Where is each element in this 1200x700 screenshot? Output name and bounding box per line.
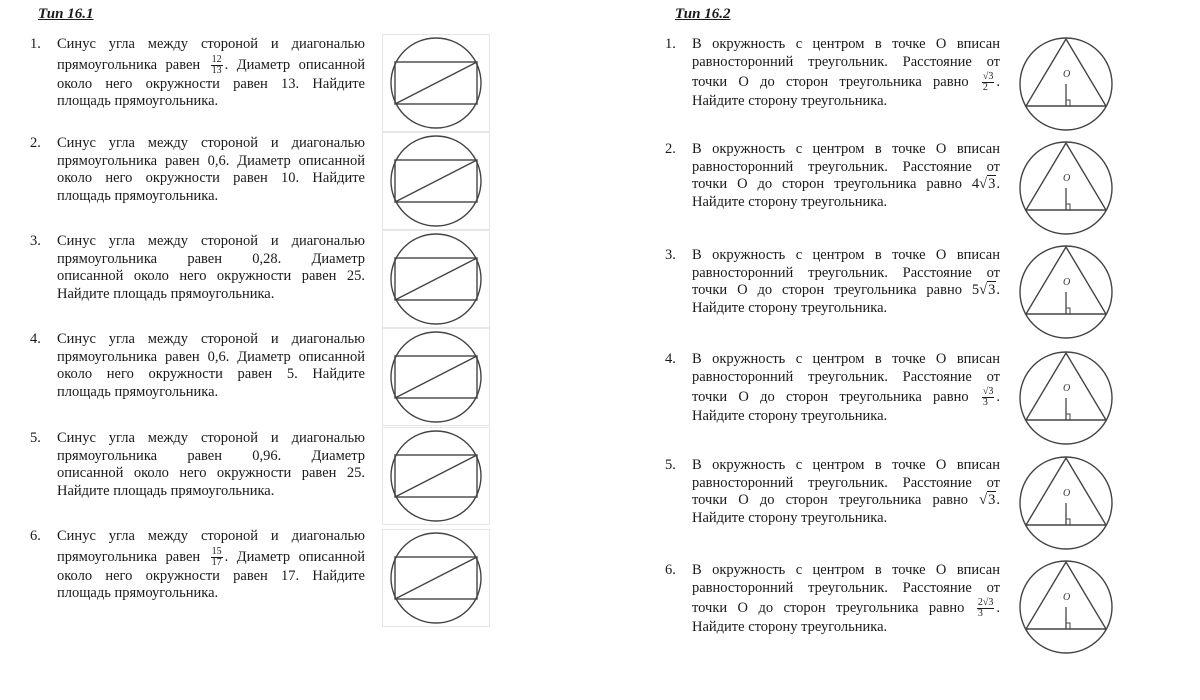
fraction-denominator: 2 — [982, 82, 988, 93]
problem-number: 3. — [30, 233, 41, 249]
problem-number: 2. — [30, 135, 41, 151]
type1-problem-4 — [30, 331, 370, 411]
text-line — [57, 55, 365, 76]
sqrt-coefficient: 4 — [971, 176, 980, 192]
triangle-in-circle-figure-5 — [1018, 455, 1114, 551]
fraction-denominator: 3 — [977, 608, 983, 619]
triangle-in-circle-figure-6 — [1018, 559, 1114, 655]
text-line: прямоугольника равен 0,6. Диаметр описанной — [57, 348, 365, 365]
fraction-numerator: √3 — [982, 71, 994, 82]
sqrt-radicand: 3 — [988, 282, 996, 298]
rectangle-in-circle-figure-2 — [382, 132, 490, 230]
fraction — [982, 72, 995, 93]
center-label-o: O — [1063, 277, 1071, 288]
problem-number: 6. — [30, 528, 41, 544]
text-line: площадь прямоугольника. — [57, 585, 219, 601]
text-line: Найдите сторону треугольника. — [692, 299, 888, 316]
type1-problem-1 — [30, 36, 370, 116]
text-line: площадь прямоугольника. — [57, 187, 219, 204]
text-line: прямоугольника равен 0,28. Диаметр — [57, 250, 365, 267]
fraction — [977, 598, 995, 619]
text-line: точки O до сторон треугольника равно 5√3. — [692, 282, 1000, 298]
text-segment: точки O до сторон треугольника равно — [692, 282, 972, 298]
problem-text — [57, 528, 365, 603]
text-line: описанной около него окружности равен 25. — [57, 268, 365, 284]
triangle-in-circle-figure-3 — [1018, 244, 1114, 340]
rectangle-in-circle-figure-4 — [382, 328, 490, 426]
center-label-o: O — [1063, 488, 1071, 499]
text-line: около него окружности равен 17. Найдите — [57, 567, 365, 584]
text-line: Найдите сторону треугольника. — [692, 619, 888, 635]
text-segment: точки O до сторон треугольника равно — [692, 599, 975, 616]
text-line: описанной около него окружности равен 25. — [57, 465, 365, 481]
type1-problem-5 — [30, 430, 370, 510]
fraction-denominator: 17 — [211, 556, 222, 568]
text-line: около него окружности равен 5. Найдите — [57, 366, 365, 382]
problem-text — [692, 457, 1000, 527]
text-line: Синус угла между стороной и диагональю — [57, 430, 365, 446]
text-line: равносторонний треугольник. Расстояние от — [692, 474, 1000, 491]
text-line: Найдите сторону треугольника. — [692, 408, 888, 424]
text-line: В окружность с центром в точке O вписан — [692, 351, 1000, 367]
fraction-denominator: 13 — [211, 64, 222, 76]
rectangle-in-circle-figure-3 — [382, 230, 490, 328]
text-segment: точки O до сторон треугольника равно — [692, 73, 980, 90]
text-line: около него окружности равен 10. Найдите — [57, 170, 365, 186]
problem-number: 5. — [665, 457, 676, 473]
center-label-o: O — [1063, 173, 1071, 184]
problem-text — [692, 247, 1000, 317]
text-segment: . Диаметр описанной — [224, 56, 365, 73]
text-line: равносторонний треугольник. Расстояние от — [692, 264, 1000, 281]
text-line: В окружность с центром в точке O вписан — [692, 562, 1000, 578]
text-line: равносторонний треугольник. Расстояние от — [692, 579, 1000, 596]
type2-problem-6 — [665, 562, 1005, 646]
text-line: прямоугольника равен 0,6. Диаметр описанной — [57, 152, 365, 169]
text-line: В окружность с центром в точке O вписан — [692, 141, 1000, 157]
problem-number: 4. — [30, 331, 41, 347]
text-line: В окружность с центром в точке O вписан — [692, 247, 1000, 263]
text-line: равносторонний треугольник. Расстояние от — [692, 158, 1000, 175]
text-line: Найдите площадь прямоугольника. — [57, 482, 275, 499]
problem-text — [692, 562, 1000, 637]
problem-text — [57, 135, 365, 205]
text-line — [57, 547, 365, 568]
problem-text — [692, 141, 1000, 211]
type1-title: Тип 16.1 — [38, 6, 94, 22]
sqrt-expression: √3 — [979, 492, 996, 508]
sqrt-radicand: 3 — [988, 492, 996, 508]
sqrt-expression: 5√3 — [971, 282, 996, 298]
rectangle-in-circle-figure-1 — [382, 34, 490, 132]
triangle-in-circle-figure-2 — [1018, 140, 1114, 236]
problem-number: 1. — [665, 36, 676, 52]
text-line: Найдите сторону треугольника. — [692, 93, 888, 109]
text-line: равносторонний треугольник. Расстояние от — [692, 368, 1000, 385]
type1-problem-6 — [30, 528, 370, 608]
text-line: Синус угла между стороной и диагональю — [57, 528, 365, 544]
text-line: Синус угла между стороной и диагональю — [57, 36, 365, 52]
problem-text — [57, 331, 365, 401]
text-line: точки O до сторон треугольника равно √3. — [692, 492, 1000, 508]
problem-number: 5. — [30, 430, 41, 446]
text-line: площадь прямоугольника. — [57, 93, 219, 109]
problem-text — [57, 430, 365, 500]
sqrt-expression: 4√3 — [971, 176, 996, 192]
problem-text — [692, 351, 1000, 426]
text-line: точки O до сторон треугольника равно 4√3. — [692, 176, 1000, 192]
type2-problem-3 — [665, 247, 1005, 329]
text-line: Найдите площадь прямоугольника. — [57, 285, 275, 302]
text-line: Найдите сторону треугольника. — [692, 193, 888, 210]
fraction — [211, 547, 223, 568]
problem-number: 4. — [665, 351, 676, 367]
type2-problem-1 — [665, 36, 1005, 118]
text-line: Синус угла между стороной и диагональю — [57, 135, 365, 151]
text-line: Найдите сторону треугольника. — [692, 509, 888, 526]
rectangle-in-circle-figure-6 — [382, 529, 490, 627]
text-line: В окружность с центром в точке O вписан — [692, 457, 1000, 473]
text-segment: прямоугольника равен — [57, 548, 209, 565]
text-line: около него окружности равен 13. Найдите — [57, 75, 365, 92]
type2-problem-2 — [665, 141, 1005, 223]
problem-text — [692, 36, 1000, 111]
type1-problem-3 — [30, 233, 370, 313]
text-line: прямоугольника равен 0,96. Диаметр — [57, 447, 365, 464]
rectangle-in-circle-figure-5 — [382, 427, 490, 525]
fraction-numerator: 12 — [211, 53, 222, 65]
type2-problem-4 — [665, 351, 1005, 435]
text-segment: точки O до сторон треугольника равно — [692, 492, 980, 508]
triangle-in-circle-figure-4 — [1018, 350, 1114, 446]
problem-number: 3. — [665, 247, 676, 263]
text-line: площадь прямоугольника. — [57, 383, 219, 400]
fraction-numerator: 15 — [211, 545, 222, 557]
text-segment: точки O до сторон треугольника равно — [692, 176, 972, 192]
fraction-denominator: 3 — [982, 397, 988, 408]
fraction-numerator: 2√3 — [977, 597, 994, 608]
fraction — [982, 387, 995, 408]
center-label-o: O — [1063, 69, 1071, 80]
text-line: Синус угла между стороной и диагональю — [57, 331, 365, 347]
text-line: точки O до сторон треугольника равно $\frac{√3}{3}$ . — [692, 386, 1000, 408]
type2-problem-5 — [665, 457, 1005, 539]
problem-text — [57, 36, 365, 111]
sqrt-radicand: 3 — [988, 176, 996, 192]
text-line: равносторонний треугольник. Расстояние от — [692, 53, 1000, 70]
center-label-o: O — [1063, 592, 1071, 603]
text-line: точки O до сторон треугольника равно $\frac{√3}{2}$ . — [692, 71, 1000, 93]
text-line: точки O до сторон треугольника равно $\frac{2√3}{3}$ . — [692, 597, 1000, 619]
text-segment: прямоугольника равен — [57, 56, 209, 73]
problem-text — [57, 233, 365, 303]
problem-number: 1. — [30, 36, 41, 52]
text-segment: точки O до сторон треугольника равно — [692, 388, 980, 405]
text-line: В окружность с центром в точке O вписан — [692, 36, 1000, 52]
problem-number: 6. — [665, 562, 676, 578]
sqrt-coefficient: 5 — [971, 282, 980, 298]
fraction-numerator: √3 — [982, 386, 994, 397]
fraction — [211, 55, 223, 76]
triangle-in-circle-figure-1 — [1018, 36, 1114, 132]
problem-number: 2. — [665, 141, 676, 157]
center-label-o: O — [1063, 383, 1071, 394]
text-segment: . Диаметр описанной — [224, 548, 365, 565]
text-line: Синус угла между стороной и диагональю — [57, 233, 365, 249]
type2-title: Тип 16.2 — [675, 6, 731, 22]
type1-problem-2 — [30, 135, 370, 215]
